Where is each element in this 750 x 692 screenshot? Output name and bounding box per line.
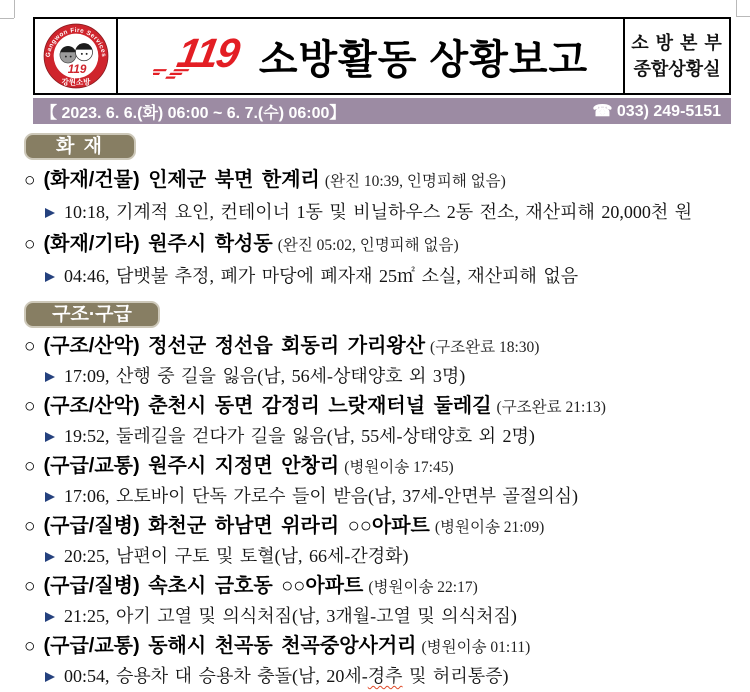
detail-arrow-icon [45, 272, 55, 282]
item-title: (구급/질병) 속초시 금호동 ○○아파트 [43, 575, 363, 597]
item-note: (병원이송 01:11) [421, 639, 530, 656]
office-label [625, 19, 729, 93]
report-item [24, 572, 750, 602]
contact-phone: ☎ 033) 249-5151 [593, 101, 721, 121]
margin-guide [736, 0, 737, 16]
report-item [24, 632, 750, 662]
page-title: 소방활동 상황보고 [259, 28, 588, 85]
item-note: (병원이송 22:17) [368, 579, 477, 596]
office-line1: 소 방 본 부 [631, 30, 723, 56]
item-bullet: ○ [24, 576, 35, 597]
item-note: (병원이송 17:45) [344, 459, 453, 476]
report-header [33, 17, 731, 95]
detail-text: 04:46, 담뱃불 추정, 폐가 마당에 폐자재 25㎡ 소실, 재산피해 없음 [64, 266, 578, 286]
emblem-119: 119 [67, 63, 86, 76]
item-note: (완진 10:39, 인명피해 없음) [325, 173, 506, 190]
report-item-detail [24, 662, 750, 692]
margin-guide [736, 16, 750, 17]
section-rescue-ems [24, 293, 750, 692]
emblem-ring-text: Gangwon Fire Services [44, 27, 106, 58]
detail-text: 20:25, 남편이 구토 및 토혈(남, 66세-간경화) [64, 546, 409, 566]
margin-guide [14, 0, 15, 18]
office-line2: 종합상황실 [634, 56, 721, 82]
report-item-detail [24, 197, 750, 229]
item-note: (병원이송 21:09) [435, 519, 544, 536]
detail-arrow-icon [45, 492, 55, 502]
detail-arrow-icon [45, 612, 55, 622]
item-title: (구조/산악) 춘천시 동면 감정리 느랏재터널 둘레길 [43, 395, 491, 417]
item-bullet: ○ [24, 234, 35, 255]
detail-arrow-icon [45, 432, 55, 442]
logo-119-icon [153, 28, 249, 84]
detail-text: 19:52, 둘레길을 걷다가 길을 잃음(남, 55세-상태양호 외 2명) [64, 426, 535, 446]
item-bullet: ○ [24, 516, 35, 537]
section-badge-rescue: 구조·구급 [24, 301, 160, 328]
detail-text-after: 및 허리통증) [403, 666, 509, 686]
detail-arrow-icon [45, 552, 55, 562]
report-item-detail [24, 482, 750, 512]
detail-arrow-icon [45, 372, 55, 382]
item-bullet: ○ [24, 396, 35, 417]
report-item [24, 452, 750, 482]
report-item [24, 229, 750, 261]
item-title: (구급/교통) 동해시 천곡동 천곡중앙사거리 [43, 635, 416, 657]
title-area [118, 19, 625, 93]
margin-guide [0, 18, 14, 19]
section-fire [24, 124, 750, 293]
logo-119-text: 119 [174, 30, 244, 76]
period-bar [33, 98, 731, 124]
item-bullet: ○ [24, 636, 35, 657]
report-item [24, 332, 750, 362]
item-title: (구급/교통) 원주시 지정면 안창리 [43, 455, 339, 477]
item-title: (화재/건물) 인제군 북면 한계리 [43, 169, 319, 191]
report-item-detail [24, 602, 750, 632]
detail-text: 10:18, 기계적 요인, 컨테이너 1동 및 비닐하우스 2동 전소, 재산피해 20,000천 원 [64, 202, 692, 222]
emblem-caption: 강원소방 [61, 77, 91, 87]
item-title: (구조/산악) 정선군 정선읍 회동리 가리왕산 [43, 335, 425, 357]
gangwon-fire-emblem-icon [43, 23, 109, 89]
detail-text: 17:09, 산행 중 길을 잃음(남, 56세-상태양호 외 3명) [64, 366, 465, 386]
report-item [24, 165, 750, 197]
section-badge-fire: 화 재 [24, 133, 136, 160]
item-bullet: ○ [24, 170, 35, 191]
report-item-detail [24, 422, 750, 452]
item-bullet: ○ [24, 456, 35, 477]
detail-text: 17:06, 오토바이 단독 가로수 들이 받음(남, 37세-안면부 골절의심) [64, 486, 578, 506]
detail-arrow-icon [45, 672, 55, 682]
report-item-detail [24, 542, 750, 572]
agency-emblem [35, 19, 118, 93]
detail-text: 21:25, 아기 고열 및 의식처짐(남, 3개월-고열 및 의식처짐) [64, 606, 517, 626]
detail-text-before: 00:54, 승용차 대 승용차 충돌(남, 20세- [64, 666, 368, 686]
report-item-detail [24, 261, 750, 293]
item-note: (완진 05:02, 인명피해 없음) [278, 237, 459, 254]
report-body [0, 124, 750, 692]
detail-text [64, 666, 508, 686]
item-title: (화재/기타) 원주시 학성동 [43, 233, 272, 255]
report-period: 【 2023. 6. 6.(화) 06:00 ~ 6. 7.(수) 06:00】 [41, 100, 345, 123]
item-note: (구조완료 18:30) [430, 339, 539, 356]
spellcheck-marked-word: 경추 [368, 666, 403, 686]
report-item [24, 512, 750, 542]
report-item-detail [24, 362, 750, 392]
item-title: (구급/질병) 화천군 하남면 위라리 ○○아파트 [43, 515, 429, 537]
report-item [24, 392, 750, 422]
item-bullet: ○ [24, 336, 35, 357]
item-note: (구조완료 21:13) [497, 399, 606, 416]
detail-arrow-icon [45, 208, 55, 218]
